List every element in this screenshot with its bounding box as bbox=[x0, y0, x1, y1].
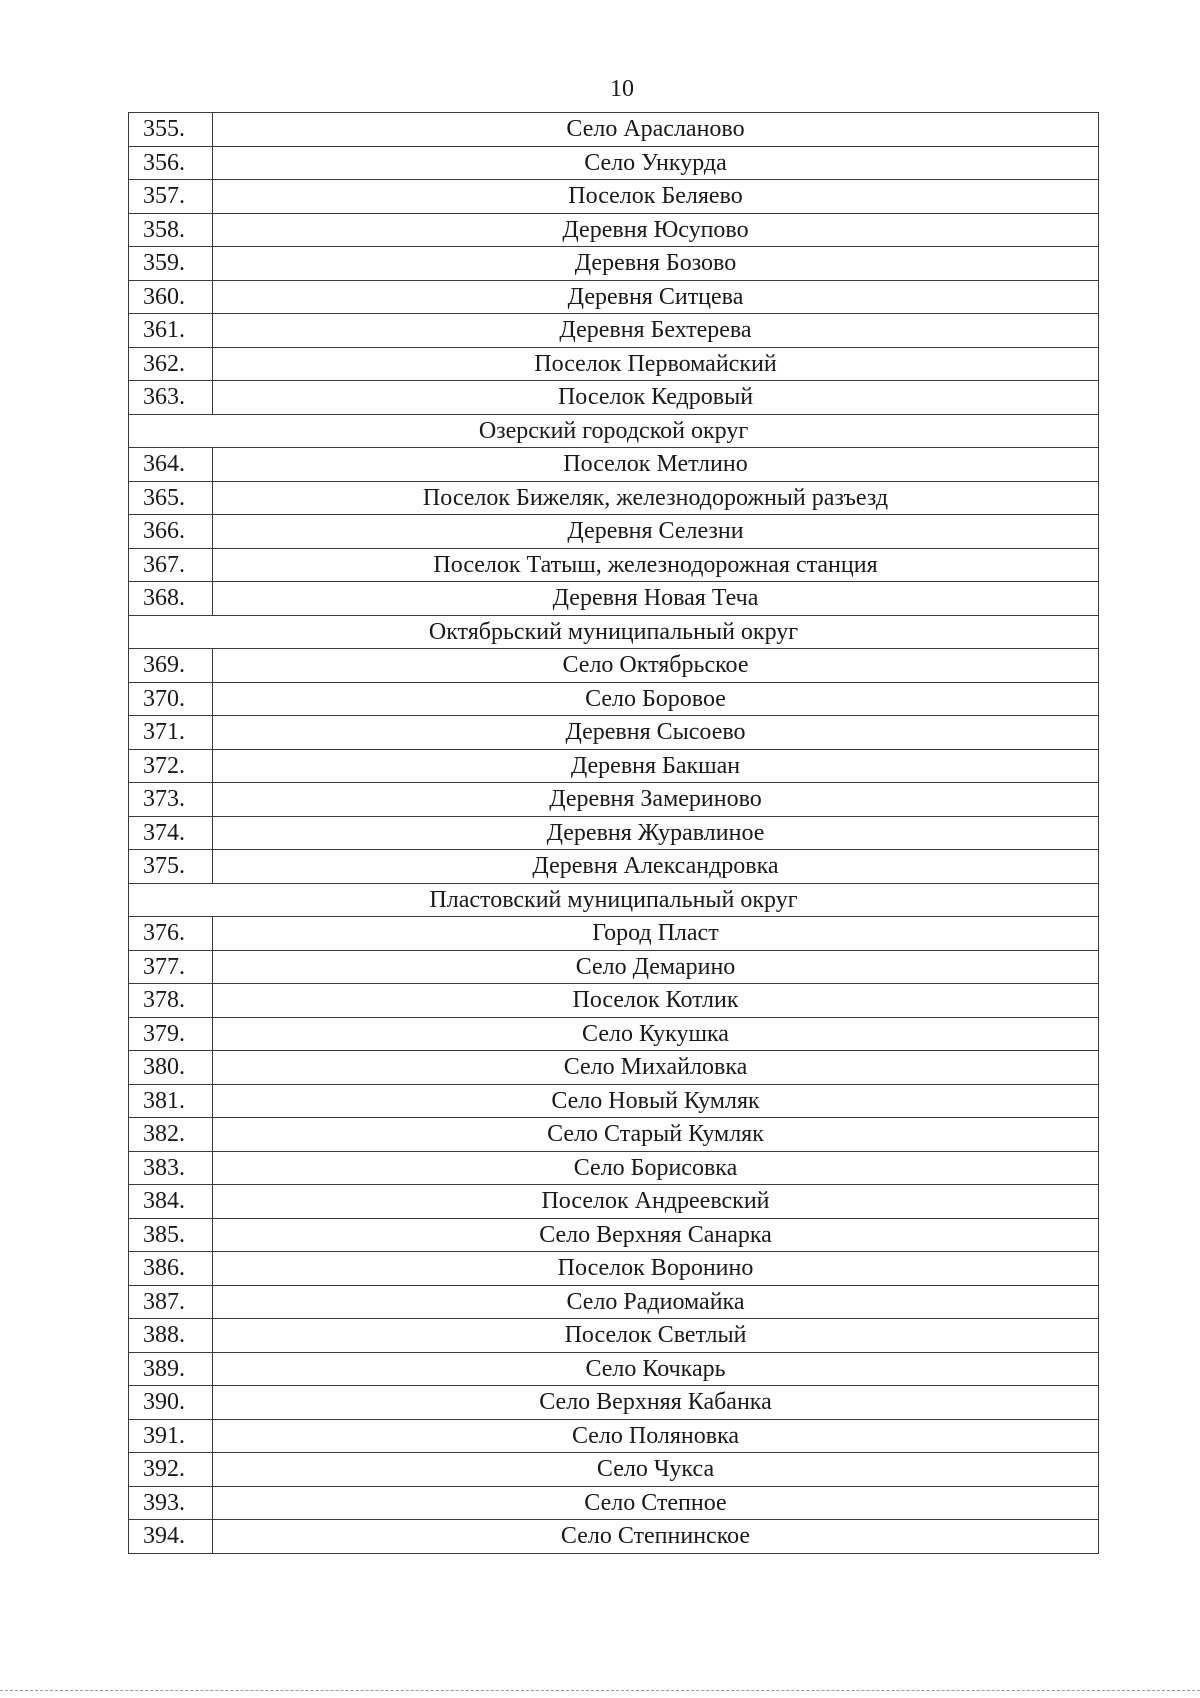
row-number: 361. bbox=[129, 314, 213, 348]
settlement-name: Поселок Кедровый bbox=[213, 381, 1099, 415]
table-row bbox=[129, 280, 1099, 314]
table-row bbox=[129, 783, 1099, 817]
settlement-name: Поселок Бижеляк, железнодорожный разъезд bbox=[213, 481, 1099, 515]
settlement-name: Деревня Журавлиное bbox=[213, 816, 1099, 850]
row-number: 391. bbox=[129, 1419, 213, 1453]
row-number: 382. bbox=[129, 1118, 213, 1152]
row-number: 389. bbox=[129, 1352, 213, 1386]
table-row bbox=[129, 1051, 1099, 1085]
settlement-name: Деревня Юсупово bbox=[213, 213, 1099, 247]
table-row bbox=[129, 113, 1099, 147]
section-header-row bbox=[129, 883, 1099, 917]
settlement-name: Село Боровое bbox=[213, 682, 1099, 716]
table-row bbox=[129, 984, 1099, 1018]
section-title: Озерский городской округ bbox=[129, 414, 1099, 448]
row-number: 379. bbox=[129, 1017, 213, 1051]
table-row bbox=[129, 213, 1099, 247]
section-title: Пластовский муниципальный округ bbox=[129, 883, 1099, 917]
row-number: 373. bbox=[129, 783, 213, 817]
settlement-name: Село Чукса bbox=[213, 1453, 1099, 1487]
row-number: 369. bbox=[129, 649, 213, 683]
settlement-name: Село Степнинское bbox=[213, 1520, 1099, 1554]
row-number: 359. bbox=[129, 247, 213, 281]
settlement-name: Деревня Бозово bbox=[213, 247, 1099, 281]
table-row bbox=[129, 582, 1099, 616]
table-row bbox=[129, 649, 1099, 683]
row-number: 358. bbox=[129, 213, 213, 247]
table-row bbox=[129, 917, 1099, 951]
row-number: 392. bbox=[129, 1453, 213, 1487]
settlement-name: Село Старый Кумляк bbox=[213, 1118, 1099, 1152]
settlement-name: Село Ункурда bbox=[213, 146, 1099, 180]
table-row bbox=[129, 515, 1099, 549]
table-row bbox=[129, 548, 1099, 582]
settlement-name: Поселок Светлый bbox=[213, 1319, 1099, 1353]
settlement-name: Село Демарино bbox=[213, 950, 1099, 984]
table-row bbox=[129, 1419, 1099, 1453]
row-number: 365. bbox=[129, 481, 213, 515]
table-row bbox=[129, 816, 1099, 850]
row-number: 363. bbox=[129, 381, 213, 415]
settlement-name: Поселок Андреевский bbox=[213, 1185, 1099, 1219]
settlement-name: Село Кукушка bbox=[213, 1017, 1099, 1051]
row-number: 386. bbox=[129, 1252, 213, 1286]
row-number: 362. bbox=[129, 347, 213, 381]
settlement-name: Село Поляновка bbox=[213, 1419, 1099, 1453]
row-number: 381. bbox=[129, 1084, 213, 1118]
row-number: 380. bbox=[129, 1051, 213, 1085]
row-number: 368. bbox=[129, 582, 213, 616]
row-number: 393. bbox=[129, 1486, 213, 1520]
table-row bbox=[129, 1017, 1099, 1051]
table-row bbox=[129, 381, 1099, 415]
row-number: 370. bbox=[129, 682, 213, 716]
row-number: 384. bbox=[129, 1185, 213, 1219]
settlement-name: Деревня Бехтерева bbox=[213, 314, 1099, 348]
section-header-row bbox=[129, 615, 1099, 649]
table-row bbox=[129, 347, 1099, 381]
table-row bbox=[129, 314, 1099, 348]
settlement-name: Село Верхняя Кабанка bbox=[213, 1386, 1099, 1420]
settlement-name: Поселок Котлик bbox=[213, 984, 1099, 1018]
table-row bbox=[129, 1218, 1099, 1252]
settlement-name: Поселок Воронино bbox=[213, 1252, 1099, 1286]
settlement-name: Поселок Первомайский bbox=[213, 347, 1099, 381]
row-number: 366. bbox=[129, 515, 213, 549]
settlement-name: Город Пласт bbox=[213, 917, 1099, 951]
section-title: Октябрьский муниципальный округ bbox=[129, 615, 1099, 649]
row-number: 385. bbox=[129, 1218, 213, 1252]
settlement-name: Село Новый Кумляк bbox=[213, 1084, 1099, 1118]
table-row bbox=[129, 950, 1099, 984]
table-row bbox=[129, 682, 1099, 716]
bottom-scan-edge bbox=[0, 1690, 1200, 1691]
row-number: 390. bbox=[129, 1386, 213, 1420]
settlement-name: Деревня Сысоево bbox=[213, 716, 1099, 750]
page-number: 10 bbox=[610, 76, 634, 102]
settlement-name: Поселок Метлино bbox=[213, 448, 1099, 482]
table-row bbox=[129, 1486, 1099, 1520]
table-row bbox=[129, 180, 1099, 214]
settlement-name: Деревня Ситцева bbox=[213, 280, 1099, 314]
settlement-name: Деревня Замериново bbox=[213, 783, 1099, 817]
row-number: 356. bbox=[129, 146, 213, 180]
row-number: 364. bbox=[129, 448, 213, 482]
row-number: 360. bbox=[129, 280, 213, 314]
section-header-row bbox=[129, 414, 1099, 448]
table-row bbox=[129, 850, 1099, 884]
table-row bbox=[129, 1252, 1099, 1286]
settlement-name: Поселок Татыш, железнодорожная станция bbox=[213, 548, 1099, 582]
table-row bbox=[129, 481, 1099, 515]
settlement-name: Село Степное bbox=[213, 1486, 1099, 1520]
table-row bbox=[129, 1151, 1099, 1185]
row-number: 387. bbox=[129, 1285, 213, 1319]
table-row bbox=[129, 1118, 1099, 1152]
table-row bbox=[129, 448, 1099, 482]
settlement-name: Село Верхняя Санарка bbox=[213, 1218, 1099, 1252]
table-row bbox=[129, 1185, 1099, 1219]
row-number: 388. bbox=[129, 1319, 213, 1353]
table-row bbox=[129, 247, 1099, 281]
table-row bbox=[129, 1319, 1099, 1353]
settlement-name: Село Михайловка bbox=[213, 1051, 1099, 1085]
settlement-name: Село Борисовка bbox=[213, 1151, 1099, 1185]
table-row bbox=[129, 1453, 1099, 1487]
settlement-name: Поселок Беляево bbox=[213, 180, 1099, 214]
row-number: 367. bbox=[129, 548, 213, 582]
table-row bbox=[129, 1285, 1099, 1319]
settlement-name: Село Арасланово bbox=[213, 113, 1099, 147]
row-number: 378. bbox=[129, 984, 213, 1018]
row-number: 357. bbox=[129, 180, 213, 214]
table-row bbox=[129, 1386, 1099, 1420]
settlement-name: Деревня Александровка bbox=[213, 850, 1099, 884]
row-number: 374. bbox=[129, 816, 213, 850]
row-number: 371. bbox=[129, 716, 213, 750]
row-number: 377. bbox=[129, 950, 213, 984]
table-row bbox=[129, 1084, 1099, 1118]
row-number: 355. bbox=[129, 113, 213, 147]
table-row bbox=[129, 716, 1099, 750]
row-number: 383. bbox=[129, 1151, 213, 1185]
settlement-name: Деревня Селезни bbox=[213, 515, 1099, 549]
settlements-table bbox=[128, 112, 1099, 1554]
settlement-name: Село Октябрьское bbox=[213, 649, 1099, 683]
settlement-name: Село Радиомайка bbox=[213, 1285, 1099, 1319]
row-number: 372. bbox=[129, 749, 213, 783]
settlement-name: Село Кочкарь bbox=[213, 1352, 1099, 1386]
settlements-table-body bbox=[129, 113, 1099, 1554]
settlement-name: Деревня Бакшан bbox=[213, 749, 1099, 783]
row-number: 394. bbox=[129, 1520, 213, 1554]
row-number: 375. bbox=[129, 850, 213, 884]
table-row bbox=[129, 1352, 1099, 1386]
table-row bbox=[129, 146, 1099, 180]
table-row bbox=[129, 1520, 1099, 1554]
settlement-name: Деревня Новая Теча bbox=[213, 582, 1099, 616]
row-number: 376. bbox=[129, 917, 213, 951]
table-row bbox=[129, 749, 1099, 783]
